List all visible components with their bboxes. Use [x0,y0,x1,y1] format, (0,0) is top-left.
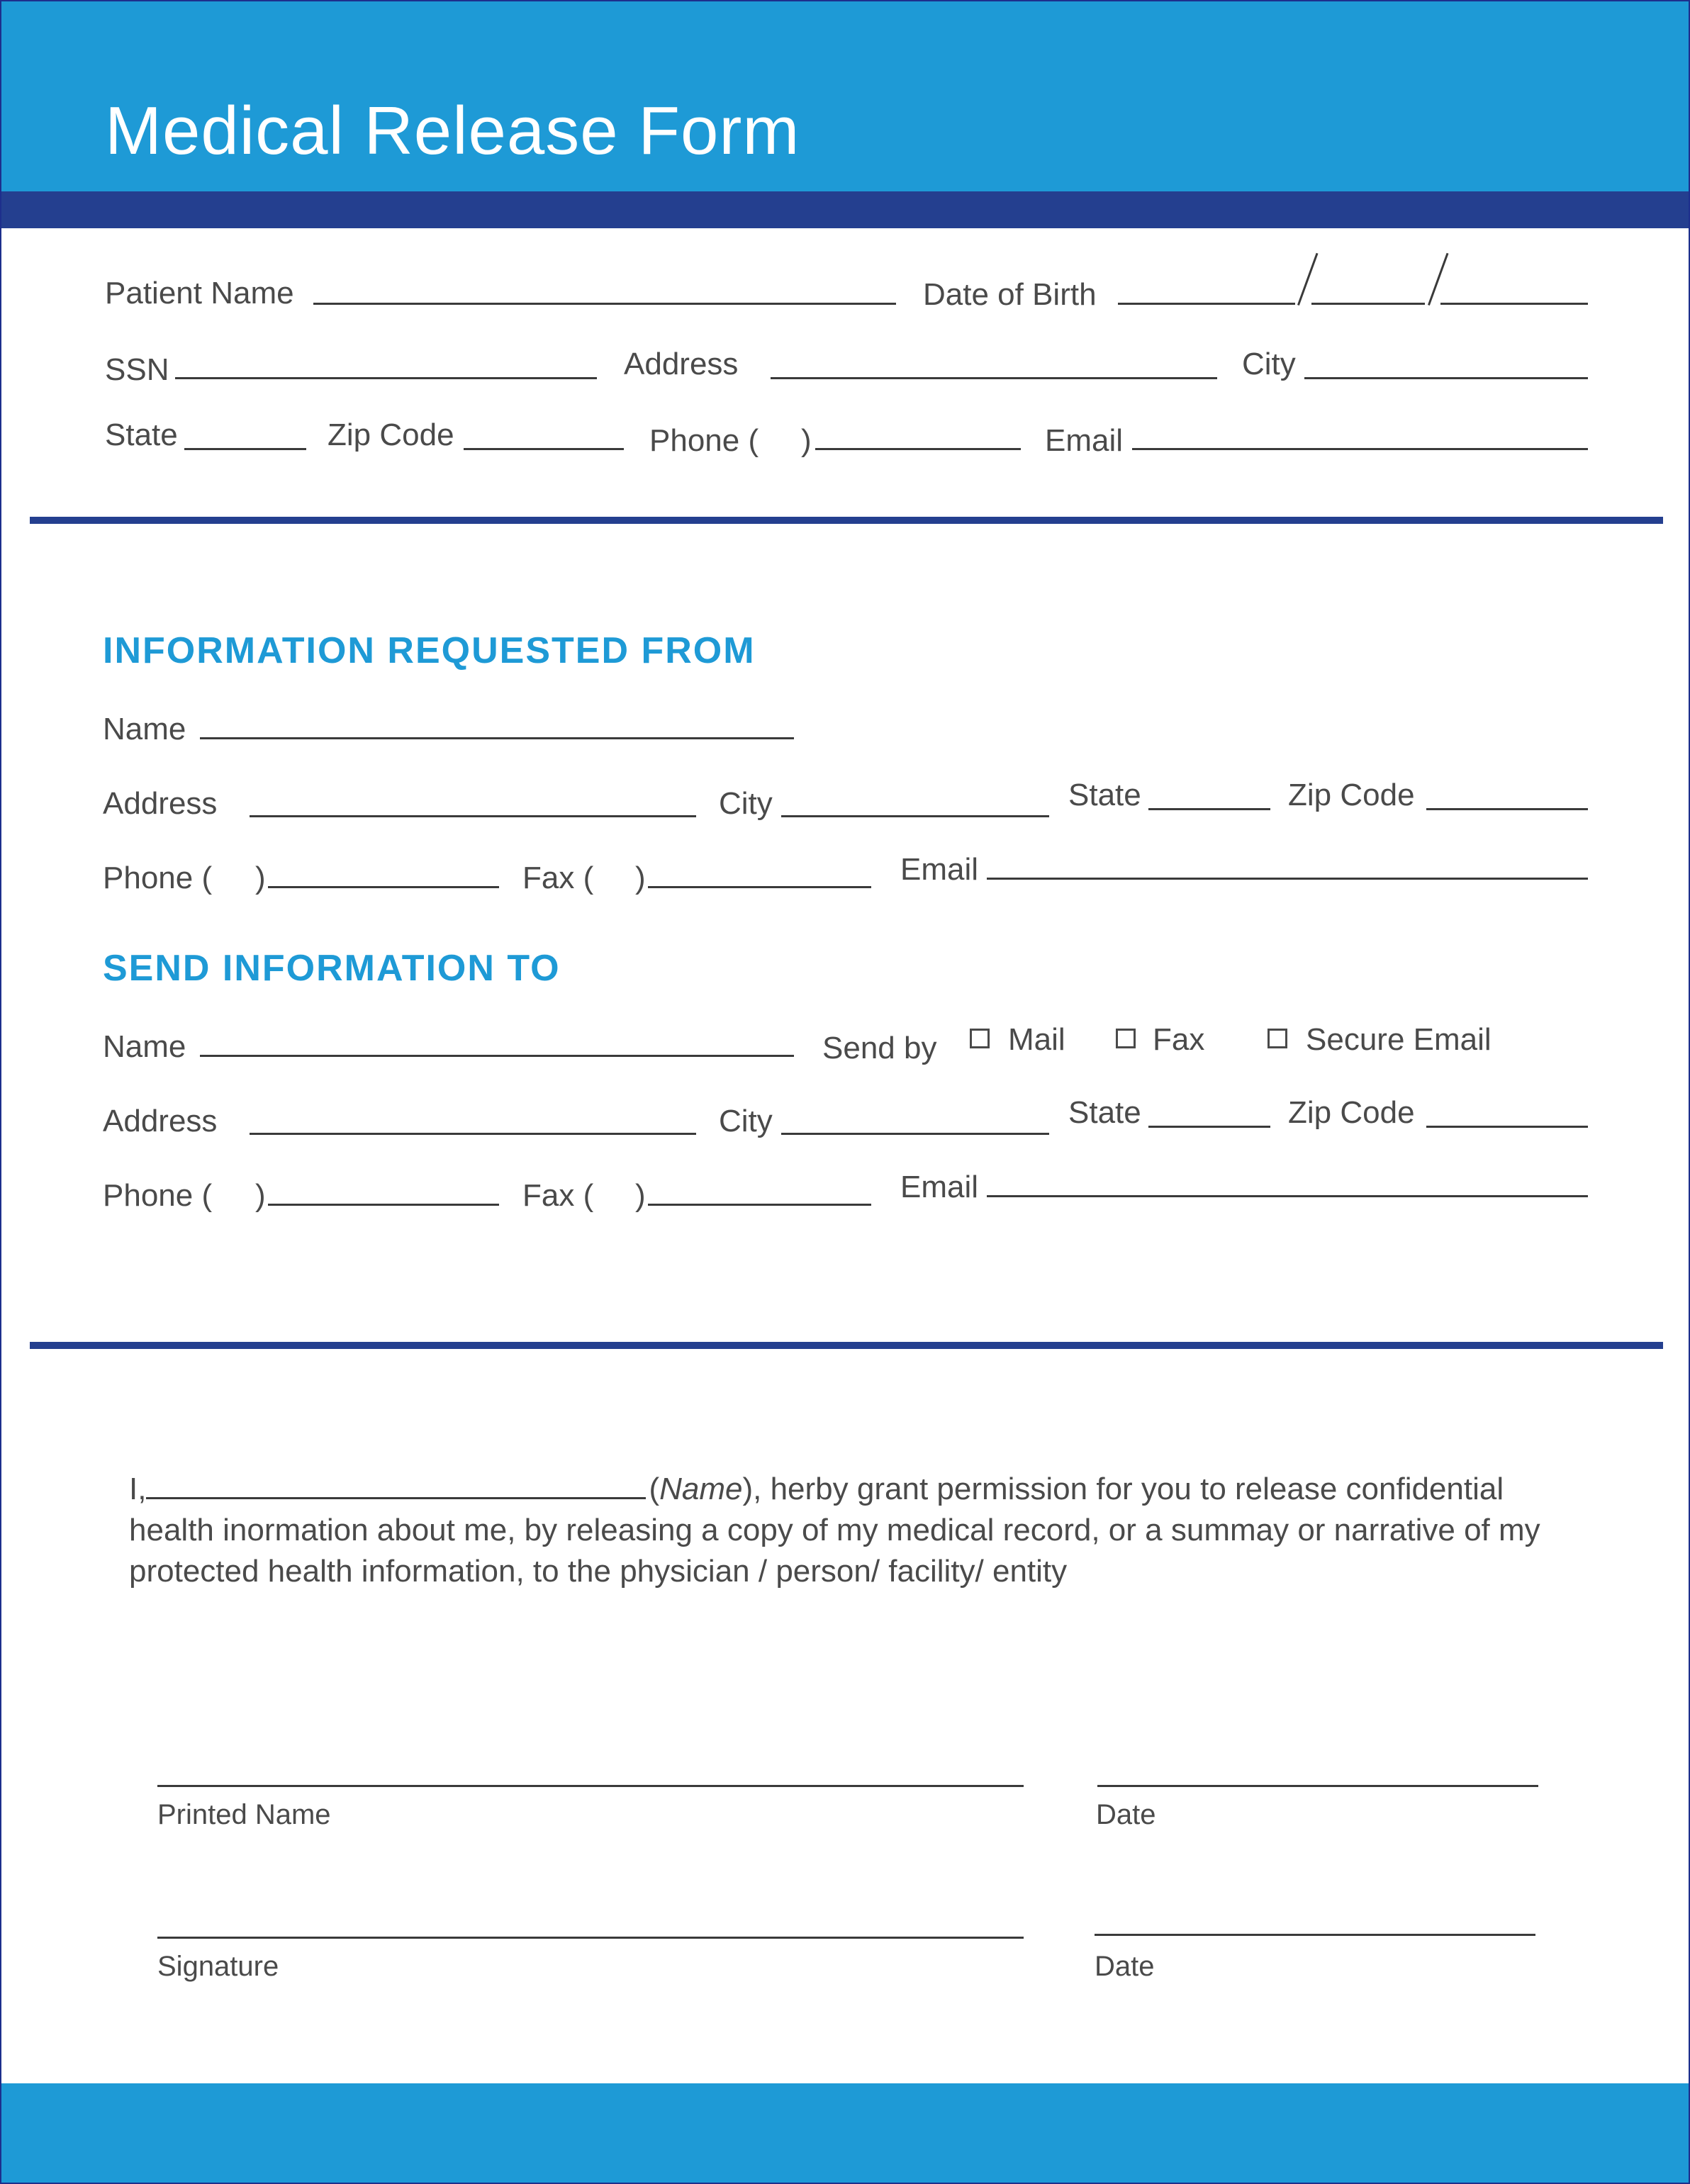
requested-phone-label: Phone ( [103,861,213,895]
footer-banner [1,2083,1689,2183]
dob-separator-1 [1297,253,1318,306]
authorization-prefix: I, [129,1472,147,1506]
patient-email-field[interactable] [1132,448,1588,450]
dob-month-field[interactable] [1118,303,1295,305]
send-phone-field[interactable] [268,1204,499,1206]
secure-email-option-label: Secure Email [1306,1022,1492,1057]
send-phone-label: Phone ( [103,1178,213,1213]
patient-city-label: City [1242,347,1296,381]
requested-name-field[interactable] [200,737,794,739]
ssn-label: SSN [105,352,169,387]
send-to-heading: SEND INFORMATION TO [103,948,561,989]
signature-field[interactable] [157,1937,1024,1939]
date-field-1[interactable] [1097,1785,1538,1787]
requested-city-label: City [719,786,773,821]
date-label-2: Date [1095,1951,1155,1982]
requested-name-label: Name [103,712,186,746]
printed-name-label: Printed Name [157,1799,331,1830]
requested-email-label: Email [900,852,979,887]
requested-zip-label: Zip Code [1288,778,1415,812]
header-stripe [1,191,1689,228]
send-city-field[interactable] [781,1133,1049,1135]
secure-email-checkbox[interactable] [1268,1029,1287,1048]
requested-from-heading: INFORMATION REQUESTED FROM [103,630,756,671]
send-zip-label: Zip Code [1288,1095,1415,1130]
patient-name-label: Patient Name [105,276,294,310]
patient-state-label: State [105,418,178,452]
send-fax-label: Fax ( [522,1178,594,1213]
send-fax-close: ) [635,1178,646,1213]
dob-label: Date of Birth [923,277,1097,312]
send-name-label: Name [103,1029,186,1064]
send-email-field[interactable] [987,1195,1588,1197]
fax-checkbox[interactable] [1116,1029,1136,1048]
authorization-name-field[interactable] [146,1470,646,1499]
section-divider-2 [30,1342,1663,1349]
dob-day-field[interactable] [1311,303,1425,305]
requested-state-label: State [1068,778,1141,812]
requested-city-field[interactable] [781,815,1049,817]
send-state-label: State [1068,1095,1141,1130]
authorization-name-hint: Name [659,1472,743,1506]
send-state-field[interactable] [1148,1126,1270,1128]
send-phone-close: ) [255,1178,266,1213]
requested-address-field[interactable] [250,815,696,817]
mail-option-label: Mail [1008,1022,1065,1057]
date-label-1: Date [1096,1799,1156,1830]
patient-phone-label: Phone ( [649,423,759,458]
patient-name-field[interactable] [313,303,896,305]
header-banner [1,1,1689,191]
date-field-2[interactable] [1095,1934,1535,1936]
requested-fax-label: Fax ( [522,861,594,895]
mail-checkbox[interactable] [970,1029,990,1048]
patient-state-field[interactable] [184,448,306,450]
printed-name-field[interactable] [157,1785,1024,1787]
requested-state-field[interactable] [1148,808,1270,810]
send-email-label: Email [900,1170,979,1204]
patient-address-label: Address [624,347,739,381]
patient-city-field[interactable] [1304,377,1588,379]
send-city-label: City [719,1104,773,1138]
patient-zip-field[interactable] [464,448,624,450]
authorization-paragraph: I, (Name), herby grant permission for you to release confidential health inormation about me, by releasing a copy of my medical record, or a summay or narrative of my protected health information, to the physician / person/ facility/ entity [129,1472,1540,1589]
requested-zip-field[interactable] [1426,808,1588,810]
patient-address-field[interactable] [771,377,1217,379]
send-zip-field[interactable] [1426,1126,1588,1128]
authorization-text: ), herby grant permission for you to release confidential health inormation about me, by releasing a copy of my medical record, or a summay or narrative of my protected health information, to the physician / person/ facility/ entity [129,1472,1540,1589]
send-address-field[interactable] [250,1133,696,1135]
requested-fax-close: ) [635,861,646,895]
requested-phone-close: ) [255,861,266,895]
send-by-label: Send by [822,1031,937,1065]
dob-separator-2 [1428,253,1448,306]
requested-address-label: Address [103,786,218,821]
ssn-field[interactable] [175,377,597,379]
patient-phone-close: ) [801,423,812,458]
form-title: Medical Release Form [105,93,800,169]
requested-phone-field[interactable] [268,886,499,888]
dob-year-field[interactable] [1440,303,1588,305]
patient-zip-label: Zip Code [328,418,454,452]
requested-email-field[interactable] [987,878,1588,880]
requested-fax-field[interactable] [648,886,871,888]
section-divider-1 [30,517,1663,524]
send-address-label: Address [103,1104,218,1138]
fax-option-label: Fax [1153,1022,1205,1057]
signature-label: Signature [157,1951,279,1982]
send-name-field[interactable] [200,1055,794,1057]
patient-phone-field[interactable] [815,448,1021,450]
patient-email-label: Email [1045,423,1124,458]
send-fax-field[interactable] [648,1204,871,1206]
